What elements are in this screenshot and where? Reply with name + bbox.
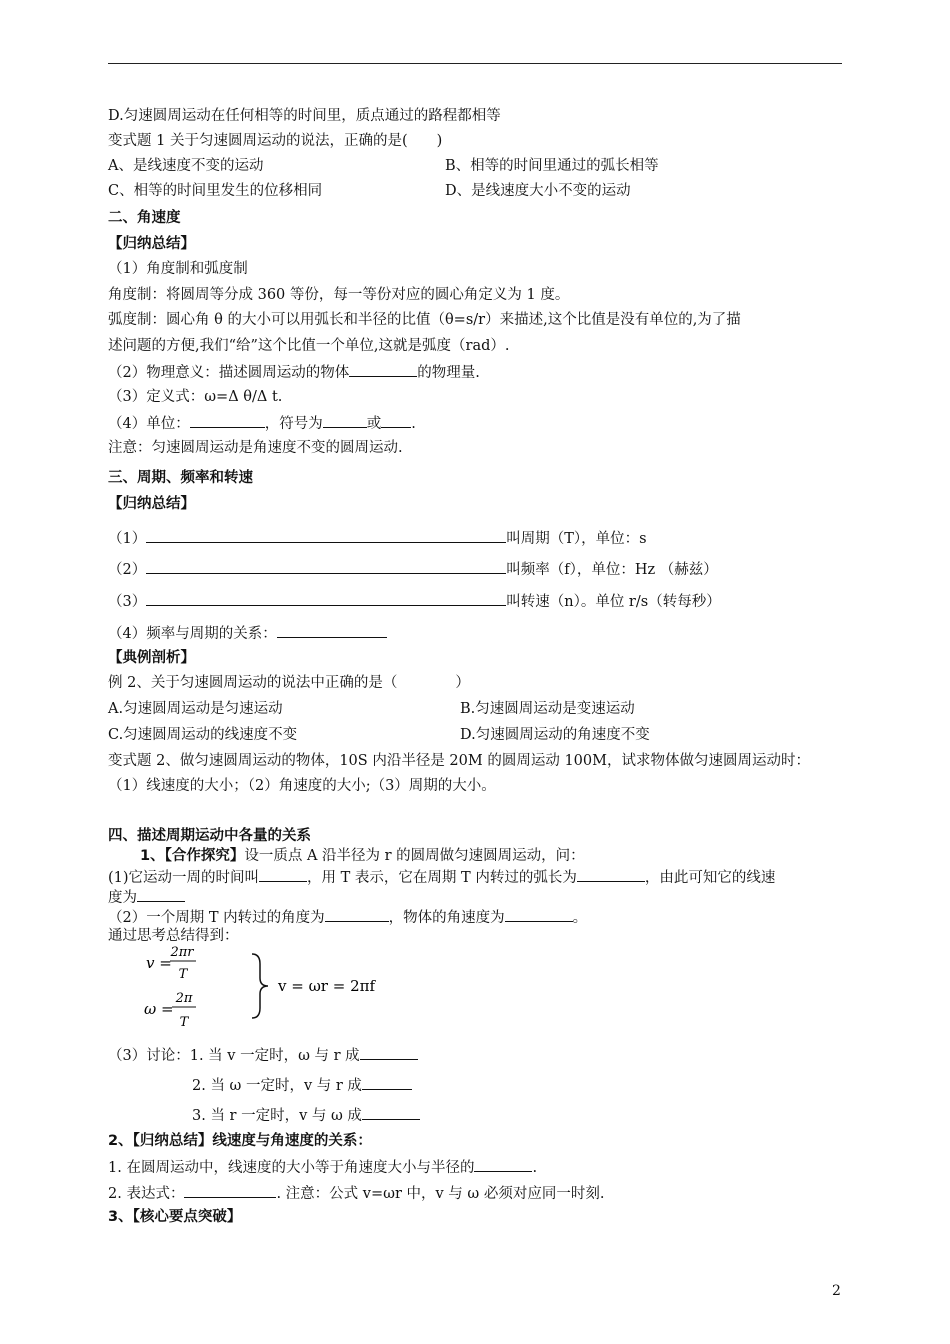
paragraph: 角度制：将圆周等分成 360 等份，每一等份对应的圆心角定义为 1 度。 bbox=[108, 287, 570, 303]
example-heading: 【典例剖析】 bbox=[108, 650, 195, 666]
fill-in-line bbox=[108, 866, 775, 888]
text: （4）频率与周期的关系： bbox=[108, 626, 277, 642]
blank[interactable] bbox=[505, 906, 573, 922]
blank[interactable] bbox=[190, 412, 265, 428]
inquiry-label: 1、【合作探究】 bbox=[140, 848, 245, 864]
text: （3）讨论：1. 当 v 一定时，ω 与 r 成 bbox=[108, 1048, 360, 1064]
option-d: D.匀速圆周运动的角速度不变 bbox=[460, 727, 650, 743]
summary-heading-relation: 2、【归纳总结】线速度与角速度的关系： bbox=[108, 1133, 372, 1149]
cooperative-inquiry bbox=[140, 846, 585, 866]
text: 3. 当 r 一定时，v 与 ω 成 bbox=[192, 1108, 362, 1124]
blank[interactable] bbox=[184, 1182, 276, 1198]
summary-heading: 【归纳总结】 bbox=[108, 236, 195, 252]
note: 注意：匀速圆周运动是角速度不变的圆周运动. bbox=[108, 440, 403, 456]
right-brace-icon bbox=[252, 954, 268, 1018]
blank[interactable] bbox=[146, 590, 506, 606]
fill-in-line bbox=[108, 527, 647, 549]
text: 2. 表达式： bbox=[108, 1186, 185, 1202]
option-a: A.匀速圆周运动是匀速运动 bbox=[108, 701, 283, 717]
text: （1） bbox=[108, 531, 147, 547]
blank[interactable] bbox=[325, 906, 389, 922]
fill-in-line bbox=[108, 1156, 537, 1178]
text: 或 bbox=[366, 416, 382, 432]
text: 叫转速（n）。单位 r/s（转每秒） bbox=[506, 594, 721, 610]
text: 设一质点 A 沿半径为 r 的圆周做匀速圆周运动，问： bbox=[244, 848, 585, 864]
paragraph: （1）角度制和弧度制 bbox=[108, 261, 248, 277]
option-d: D.匀速圆周运动在任何相等的时间里，质点通过的路程都相等 bbox=[108, 108, 501, 124]
fill-in-line bbox=[108, 412, 416, 434]
variant-question-1: 变式题 1 关于匀速圆周运动的说法，正确的是( ) bbox=[108, 133, 443, 149]
option-d-2: D、是线速度大小不变的运动 bbox=[445, 183, 631, 199]
formula-v-label: v = bbox=[146, 954, 172, 972]
formula-w-label: ω = bbox=[144, 1000, 174, 1018]
variant-question-2-parts: （1）线速度的大小；（2）角速度的大小;（3）周期的大小。 bbox=[108, 778, 496, 794]
text: （2）一个周期 T 内转过的角度为 bbox=[108, 910, 325, 926]
fill-in-line bbox=[108, 1044, 418, 1066]
blank[interactable] bbox=[362, 1104, 420, 1120]
formula-v-numerator: 2πr bbox=[170, 945, 194, 960]
blank[interactable] bbox=[259, 866, 307, 882]
formula-result: v = ωr = 2πf bbox=[278, 977, 376, 995]
blank[interactable] bbox=[277, 622, 387, 638]
text: 的物理量. bbox=[417, 365, 480, 381]
formula-w-denominator: T bbox=[179, 1015, 189, 1030]
formula-w-numerator: 2π bbox=[175, 991, 193, 1006]
blank[interactable] bbox=[577, 866, 645, 882]
paragraph: （3）定义式：ω=Δ θ/Δ t. bbox=[108, 389, 283, 405]
formula-block bbox=[140, 940, 460, 1035]
fill-in-line bbox=[108, 590, 721, 612]
blank[interactable] bbox=[474, 1156, 532, 1172]
blank[interactable] bbox=[146, 527, 506, 543]
example-question-2: 例 2、关于匀速圆周运动的说法中正确的是（ ） bbox=[108, 675, 470, 691]
text: （4）单位： bbox=[108, 416, 190, 432]
text: ，由此可知它的线速 bbox=[644, 870, 776, 886]
text: ，用 T 表示，它在周期 T 内转过的弧长为 bbox=[307, 870, 577, 886]
page-number: 2 bbox=[832, 1283, 841, 1299]
blank[interactable] bbox=[360, 1044, 418, 1060]
fill-in-line bbox=[108, 886, 185, 908]
text: （2） bbox=[108, 562, 147, 578]
option-a: A、是线速度不变的运动 bbox=[108, 158, 264, 174]
fill-in-line bbox=[108, 361, 480, 383]
paragraph: 弧度制：圆心角 θ 的大小可以用弧长和半径的比值（θ=s/r）来描述,这个比值是没有单位的,为了描 bbox=[108, 312, 741, 328]
variant-question-2: 变式题 2、做匀速圆周运动的物体，10S 内沿半径是 20M 的圆周运动 100M，试求物体做匀速圆周运动时： bbox=[108, 753, 810, 769]
text: ，物体的角速度为 bbox=[388, 910, 505, 926]
blank[interactable] bbox=[137, 886, 185, 902]
key-points-heading: 3、【核心要点突破】 bbox=[108, 1209, 242, 1225]
text: 度为 bbox=[108, 890, 137, 906]
blank[interactable] bbox=[323, 412, 367, 428]
text: 叫周期（T），单位：s bbox=[506, 531, 647, 547]
paragraph: 通过思考总结得到： bbox=[108, 928, 239, 944]
text: （3） bbox=[108, 594, 147, 610]
fill-in-line bbox=[108, 558, 718, 580]
text: (1)它运动一周的时间叫 bbox=[108, 870, 260, 886]
text: ，符号为 bbox=[264, 416, 323, 432]
option-c: C、相等的时间里发生的位移相同 bbox=[108, 183, 323, 199]
fill-in-line bbox=[108, 906, 587, 928]
text: 叫频率（f），单位：Hz （赫兹） bbox=[506, 562, 718, 578]
text: . bbox=[532, 1160, 538, 1176]
paragraph: 述问题的方便,我们“给”这个比值一个单位,这就是弧度（rad）. bbox=[108, 338, 510, 354]
option-c: C.匀速圆周运动的线速度不变 bbox=[108, 727, 298, 743]
option-b: B、相等的时间里通过的弧长相等 bbox=[445, 158, 659, 174]
fill-in-line bbox=[108, 1182, 604, 1204]
fill-in-line bbox=[192, 1104, 420, 1126]
fill-in-line bbox=[192, 1074, 412, 1096]
fill-in-line bbox=[108, 622, 387, 644]
header-rule bbox=[108, 63, 842, 64]
text: . 注意：公式 v=ωr 中，v 与 ω 必须对应同一时刻. bbox=[276, 1186, 605, 1202]
text: （2）物理意义：描述圆周运动的物体 bbox=[108, 365, 350, 381]
section-heading-relations: 四、描述周期运动中各量的关系 bbox=[108, 828, 311, 844]
blank[interactable] bbox=[362, 1074, 412, 1090]
text: . bbox=[411, 416, 416, 432]
section-heading-period: 三、周期、频率和转速 bbox=[108, 470, 253, 486]
blank[interactable] bbox=[381, 412, 411, 428]
blank[interactable] bbox=[349, 361, 417, 377]
section-heading-angular-velocity: 二、角速度 bbox=[108, 210, 181, 226]
blank[interactable] bbox=[146, 558, 506, 574]
text: 2. 当 ω 一定时，v 与 r 成 bbox=[192, 1078, 362, 1094]
text: 1. 在圆周运动中，线速度的大小等于角速度大小与半径的 bbox=[108, 1160, 475, 1176]
option-b: B.匀速圆周运动是变速运动 bbox=[460, 701, 635, 717]
text: 。 bbox=[572, 910, 588, 926]
summary-heading: 【归纳总结】 bbox=[108, 496, 195, 512]
formula-v-denominator: T bbox=[178, 967, 188, 982]
